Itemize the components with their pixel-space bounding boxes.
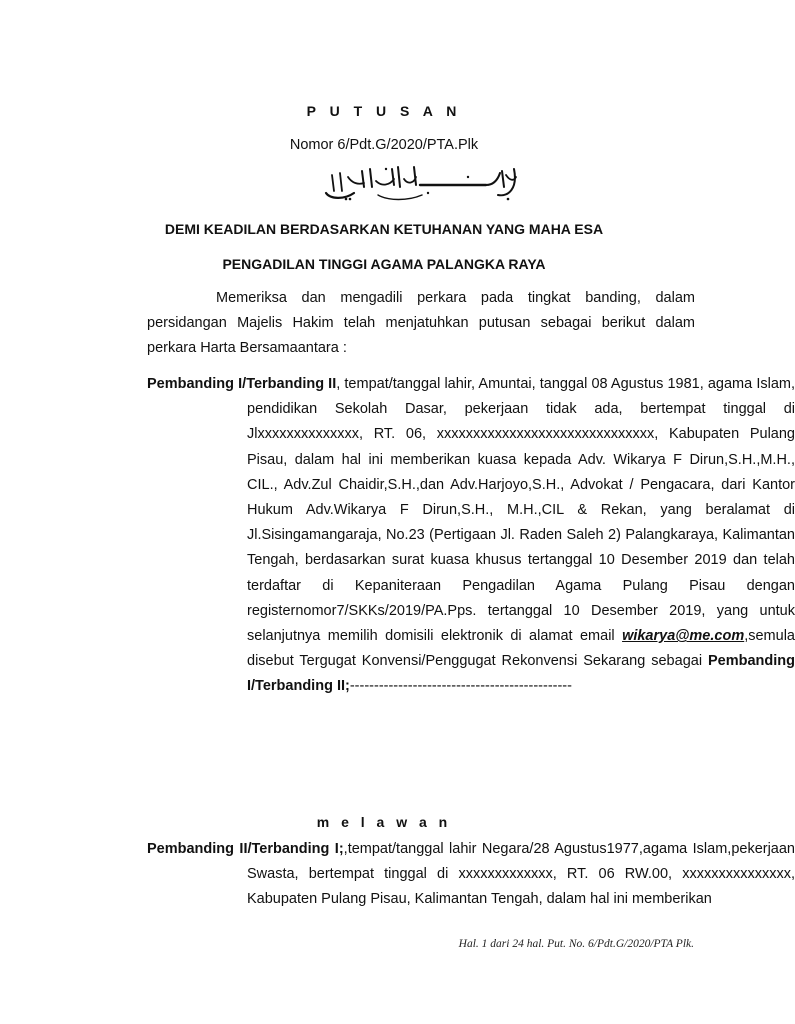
page-footer: Hal. 1 dari 24 hal. Put. No. 6/Pdt.G/2020/PTA Plk. (458, 938, 694, 950)
party-2-paragraph (147, 837, 795, 913)
intro-paragraph: Memeriksa dan mengadili perkara pada tingkat banding, dalam persidangan Majelis Hakim telah menjatuhkan putusan sebagai berikut dalam perkara Harta Bersamaantara : (147, 290, 695, 357)
party-1-details-continued: ,semula disebut Tergugat Konvensi/Penggugat Rekonvensi Sekarang sebagai (247, 628, 795, 670)
case-number: Nomor 6/Pdt.G/2020/PTA.Plk (289, 137, 479, 153)
party-2-label: Pembanding II/Terbanding I; (147, 841, 344, 857)
email-link[interactable]: wikarya@me.com (622, 628, 745, 645)
party-1-closing-label: Pembanding I/Terbanding II; (247, 653, 795, 695)
party-1-paragraph (147, 372, 795, 700)
party-1-details: , tempat/tanggal lahir, Amuntai, tanggal 08 Agustus 1981, agama Islam, pendidikan Sekolah Dasar, pekerjaan tidak ada, bertempat tinggal di Jlxxxxxxxxxxxxxx, RT. 06, xxxxxxxxxxxxxxxxxxxxxxxxxxxxxx, Kabupaten Pulang Pisau, dalam hal ini memberikan kuasa kepada Adv. Wikarya F Dirun,S.H.,M.H., CIL., Adv.Zul Chaidir,S.H.,dan Adv.Harjoyo,S.H., Advokat / Pengacara, dari Kantor Hukum Adv.Wikarya F Dirun,S.H., M.H.,CIL & Rekan, yang beralamat di Jl.Sisingamangaraja, No.23 (Pertigaan Jl. Raden Saleh 2) Palangkaraya, Kalimantan Tengah, berdasarkan surat kuasa khusus tertanggal 10 Desember 2019 dan telah terdaftar di Kepaniteraan Pengadilan Agama Pulang Pisau dengan registernomor7/SKKs/2019/PA.Pps. tertanggal 10 Desember 2019, yang untuk selanjutnya memilih domisili elektronik di alamat email (247, 376, 795, 645)
document-title: P U T U S A N (306, 103, 462, 119)
basmalah-calligraphy (318, 163, 524, 205)
party-1-label: Pembanding I/Terbanding II (147, 376, 337, 392)
party-2-details: ,tempat/tanggal lahir Negara/28 Agustus1977,agama Islam,pekerjaan Swasta, bertempat tinggal di xxxxxxxxxxxxx, RT. 06 RW.00, xxxxxxxxxxxxxxx, Kabupaten Pulang Pisau, Kalimantan Tengah, dalam hal ini memberikan (247, 841, 795, 908)
versus-heading: m e l a w a n (316, 814, 452, 830)
dash-line: ---------------------------------------------- (349, 678, 572, 695)
heading-court: PENGADILAN TINGGI AGAMA PALANGKA RAYA (222, 256, 546, 272)
heading-justice: DEMI KEADILAN BERDASARKAN KETUHANAN YANG MAHA ESA (164, 221, 604, 237)
